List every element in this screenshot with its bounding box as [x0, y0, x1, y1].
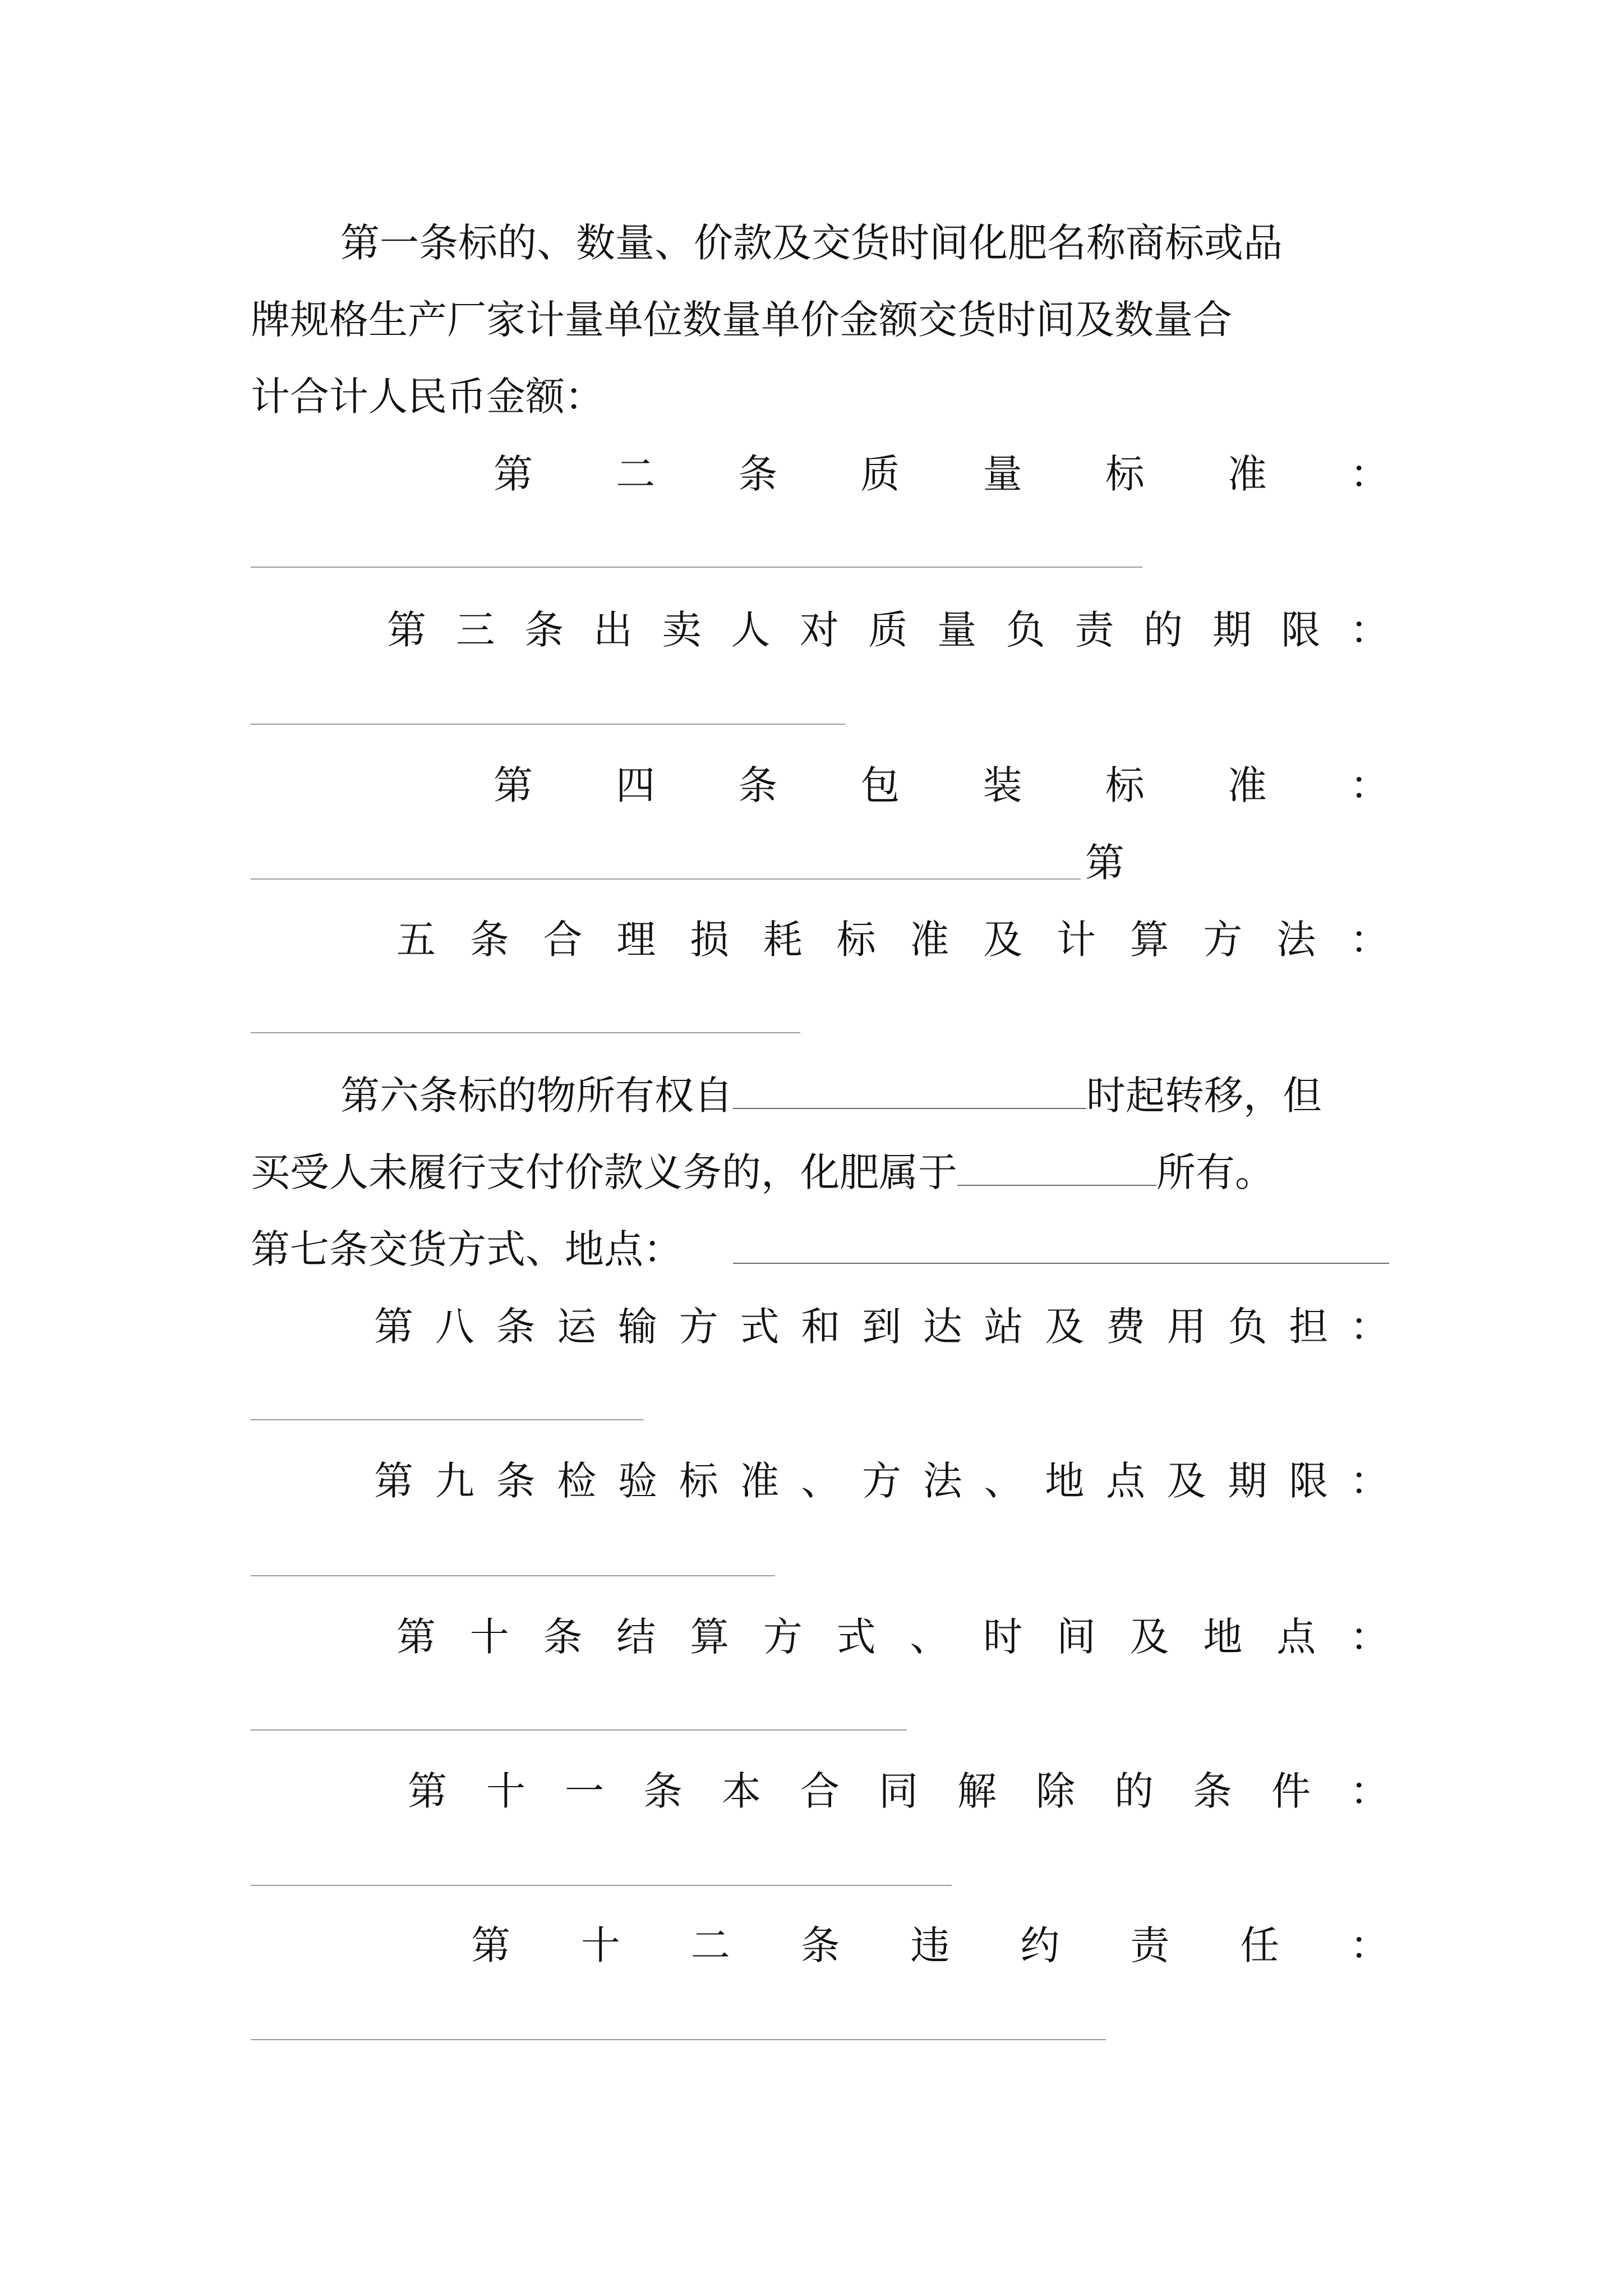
heading-char: 准 [740, 1458, 780, 1504]
heading-char: ： [1349, 762, 1389, 808]
heading-char: 装 [983, 762, 1022, 808]
heading-char: 准 [1227, 762, 1267, 808]
heading-char: 结 [616, 1614, 656, 1660]
heading-char: 同 [879, 1768, 918, 1814]
article-3-heading [387, 602, 1389, 658]
heading-char: 除 [1036, 1768, 1075, 1814]
heading-char: 的 [1114, 1768, 1154, 1814]
heading-char: 第 [408, 1768, 447, 1814]
heading-char: 输 [618, 1304, 657, 1350]
heading-char: 达 [923, 1304, 962, 1350]
heading-char: 计 [1056, 917, 1096, 963]
heading-char: 十 [580, 1922, 620, 1968]
heading-char: 约 [1020, 1922, 1060, 1968]
heading-char: 算 [690, 1614, 730, 1660]
heading-char: 站 [984, 1304, 1023, 1350]
heading-char: 标 [679, 1458, 718, 1504]
heading-char: 准 [910, 917, 949, 963]
heading-char: 的 [1144, 607, 1183, 653]
heading-char: 量 [983, 451, 1022, 497]
heading-char: ： [1349, 917, 1389, 963]
heading-char: 耗 [763, 917, 803, 963]
article-8-heading [374, 1299, 1389, 1355]
heading-char: 、 [801, 1458, 841, 1504]
heading-char: 期 [1212, 607, 1252, 653]
owner-blank[interactable] [957, 1145, 1156, 1186]
heading-char: 一 [565, 1768, 604, 1814]
heading-char: 损 [690, 917, 730, 963]
heading-char: 任 [1240, 1922, 1280, 1968]
heading-char: 第 [494, 451, 533, 497]
heading-char: 到 [862, 1304, 901, 1350]
heading-char: 质 [868, 607, 908, 653]
article-1-line-1: 第一条标的、数量、价款及交货时间化肥名称商标或品 [340, 220, 1283, 266]
article-7-line [251, 1221, 1389, 1277]
article-12-blank-line[interactable] [251, 2039, 1106, 2040]
heading-char: 出 [593, 607, 633, 653]
heading-char: 合 [800, 1768, 840, 1814]
heading-char: 第 [494, 762, 533, 808]
article-6-text-3: 买受人未履行支付价款义务的，化肥属于 [251, 1149, 957, 1195]
article-5-heading [396, 912, 1389, 968]
delivery-method-blank[interactable] [733, 1263, 1389, 1264]
article-4-blank-line[interactable] [251, 878, 1081, 880]
article-6-text-2: 时起转移，但 [1086, 1073, 1322, 1119]
heading-char: 责 [1130, 1922, 1170, 1968]
article-6-line-1 [340, 1068, 1389, 1124]
heading-char: 条 [543, 1614, 583, 1660]
heading-char: 期 [1228, 1458, 1267, 1504]
heading-char: 合 [543, 917, 583, 963]
heading-char: ： [1349, 451, 1389, 497]
heading-char: 费 [1106, 1304, 1145, 1350]
heading-char: 方 [763, 1614, 803, 1660]
article-1-line-2: 牌规格生产厂家计量单位数量单价金额交货时间及数量合 [251, 297, 1232, 343]
heading-char: 九 [435, 1458, 474, 1504]
heading-char: 第 [396, 1614, 436, 1660]
article-9-heading [374, 1453, 1389, 1509]
heading-char: 条 [643, 1768, 683, 1814]
heading-char: 限 [1281, 607, 1321, 653]
heading-char: 二 [690, 1922, 730, 1968]
heading-char: 及 [1129, 1614, 1169, 1660]
heading-char: ： [1349, 607, 1389, 653]
heading-char: 解 [957, 1768, 997, 1814]
article-11-blank-line[interactable] [251, 1885, 952, 1886]
heading-char: 点 [1106, 1458, 1145, 1504]
heading-char: 条 [496, 1304, 536, 1350]
heading-char: 法 [1276, 917, 1316, 963]
article-1-line-3: 计合计人民币金额： [251, 374, 604, 420]
heading-char: 十 [486, 1768, 525, 1814]
heading-char: 四 [616, 762, 656, 808]
heading-char: 质 [860, 451, 900, 497]
heading-char: 条 [469, 917, 509, 963]
article-3-blank-line[interactable] [251, 724, 845, 725]
heading-char: 量 [937, 607, 977, 653]
heading-char: 卖 [662, 607, 702, 653]
heading-char: 条 [738, 451, 778, 497]
heading-char: 理 [616, 917, 656, 963]
heading-char: 方 [1203, 917, 1243, 963]
heading-char: 式 [740, 1304, 780, 1350]
article-7-label: 第七条交货方式、地点： [251, 1226, 683, 1272]
article-4-heading [494, 757, 1389, 813]
article-6-text-1: 第六条标的物所有权自 [340, 1073, 733, 1119]
heading-char: 方 [679, 1304, 718, 1350]
heading-char: 第 [374, 1458, 413, 1504]
article-10-blank-line[interactable] [251, 1729, 907, 1731]
heading-char: 条 [496, 1458, 536, 1504]
heading-char: 限 [1289, 1458, 1329, 1504]
heading-char: 第 [387, 607, 426, 653]
heading-char: 件 [1271, 1768, 1311, 1814]
heading-char: 检 [557, 1458, 597, 1504]
heading-char: 担 [1289, 1304, 1329, 1350]
heading-char: 算 [1129, 917, 1169, 963]
heading-char: 负 [1006, 607, 1045, 653]
heading-char: 间 [1056, 1614, 1096, 1660]
article-2-blank-line[interactable] [251, 567, 1142, 568]
heading-char: 准 [1227, 451, 1267, 497]
heading-char: 点 [1276, 1614, 1316, 1660]
heading-char: 本 [722, 1768, 761, 1814]
heading-char: 八 [435, 1304, 474, 1350]
heading-char: ： [1350, 1768, 1389, 1814]
heading-char: 、 [910, 1614, 949, 1660]
heading-char: 及 [1045, 1304, 1085, 1350]
article-9-blank-line[interactable] [251, 1575, 775, 1576]
heading-char: 违 [910, 1922, 950, 1968]
heading-char: 条 [738, 762, 778, 808]
heading-char: 责 [1075, 607, 1114, 653]
heading-char: 及 [983, 917, 1023, 963]
heading-char: 式 [836, 1614, 876, 1660]
heading-char: 条 [800, 1922, 840, 1968]
heading-char: 时 [983, 1614, 1023, 1660]
heading-char: ： [1350, 1922, 1389, 1968]
heading-char: 条 [1193, 1768, 1232, 1814]
heading-char: 三 [455, 607, 495, 653]
heading-char: 地 [1045, 1458, 1085, 1504]
heading-char: 负 [1228, 1304, 1267, 1350]
heading-char: 二 [616, 451, 656, 497]
heading-char: 用 [1166, 1304, 1206, 1350]
heading-char: 十 [469, 1614, 509, 1660]
heading-char: 及 [1166, 1458, 1206, 1504]
article-11-heading [408, 1763, 1389, 1819]
heading-char: 方 [862, 1458, 901, 1504]
heading-char: 第 [471, 1922, 510, 1968]
article-10-heading [396, 1609, 1389, 1665]
heading-char: 标 [836, 917, 876, 963]
article-6-text-4: 所有。 [1156, 1149, 1274, 1195]
article-5-blank-line[interactable] [251, 1032, 800, 1033]
transfer-time-blank[interactable] [733, 1069, 1086, 1109]
heading-char: 运 [557, 1304, 597, 1350]
heading-char: ： [1349, 1614, 1389, 1660]
article-2-heading [494, 446, 1389, 502]
heading-char: 对 [799, 607, 839, 653]
heading-char: 和 [801, 1304, 841, 1350]
article-6-line-2 [251, 1144, 1389, 1200]
article-5-start: 第 [1085, 840, 1124, 886]
article-12-heading [471, 1917, 1389, 1973]
heading-char: 地 [1203, 1614, 1243, 1660]
heading-char: 法 [923, 1458, 962, 1504]
heading-char: 标 [1105, 762, 1145, 808]
heading-char: 条 [524, 607, 564, 653]
heading-char: ： [1350, 1458, 1389, 1504]
heading-char: 包 [860, 762, 900, 808]
heading-char: 人 [731, 607, 771, 653]
heading-char: 验 [618, 1458, 657, 1504]
heading-char: 五 [396, 917, 436, 963]
article-8-blank-line[interactable] [251, 1419, 643, 1420]
heading-char: 第 [374, 1304, 413, 1350]
heading-char: 、 [984, 1458, 1023, 1504]
heading-char: ： [1350, 1304, 1389, 1350]
heading-char: 标 [1105, 451, 1145, 497]
